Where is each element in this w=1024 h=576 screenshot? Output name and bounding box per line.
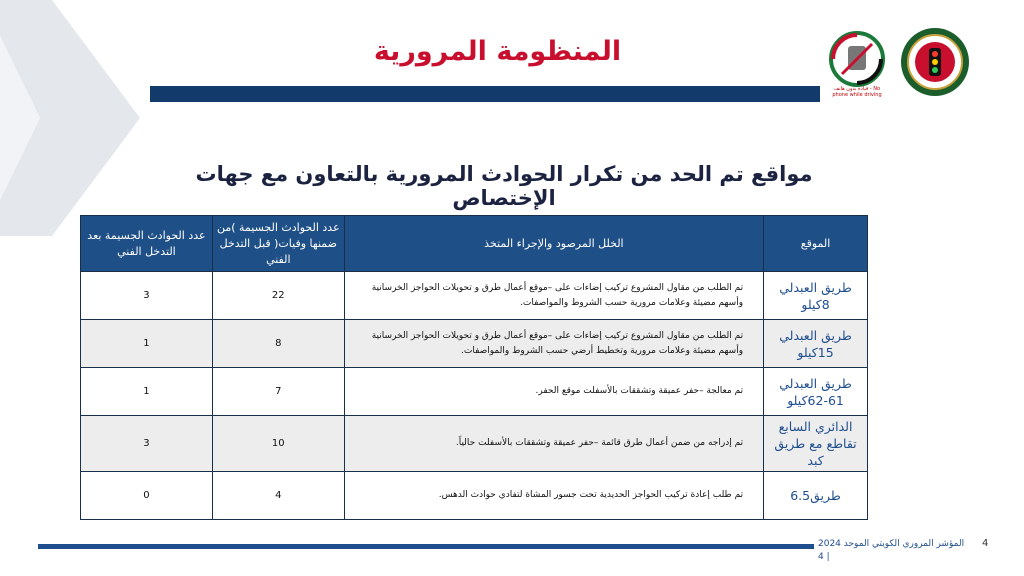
chevron-decoration [0,0,150,240]
table-row [81,272,868,320]
cell-location: طريق العبدلي 61-62كيلو [764,368,868,416]
table-row [81,416,868,472]
header-before: عدد الحوادث الجسيمة )من ضمنها وفيات( قبل التدخل الفني [212,216,344,272]
footer-text: المؤشر المروري الكويتي الموحد 2024 | 4 [818,539,965,562]
footer-bar [38,544,814,549]
header-action: الخلل المرصود والإجراء المتخذ [344,216,763,272]
table-row [81,368,868,416]
table-header-row [81,216,868,272]
cell-after: 1 [81,320,213,368]
table-row [81,472,868,520]
cell-before: 8 [212,320,344,368]
cell-before: 10 [212,416,344,472]
cell-before: 4 [212,472,344,520]
cell-location: طريق العبدلي 8كيلو [764,272,868,320]
accidents-table [80,215,868,520]
logo-caption: قيادة بدون هاتف - No phone while driving [832,86,882,98]
cell-location: طريق العبدلي 15كيلو [764,320,868,368]
cell-action: تم معالجة –حفر عميقة وتشققات بالأسفلت موقع الحفر. [344,368,763,416]
cell-location: طريق6.5 [764,472,868,520]
cell-action: تم الطلب من مقاول المشروع تركيب إضاءات على –موقع أعمال طرق و تحويلات الحواجز الخرسانية وأسهم مضيئة وعلامات مرورية حسب الشروط والمواصفات. [344,272,763,320]
header-location: الموقع [764,216,868,272]
cell-location: الدائري السابع تقاطع مع طريق كبد [764,416,868,472]
page-title: المنظومة المرورية [373,36,622,67]
cell-action: تم إدراجه من ضمن أعمال طرق قائمة –حفر عميقة وتشققات بالأسفلت حالياً. [344,416,763,472]
slide-subtitle: مواقع تم الحد من تكرار الحوادث المرورية بالتعاون مع جهات الإختصاص [195,162,813,210]
cell-after: 1 [81,368,213,416]
cell-after: 3 [81,272,213,320]
table-row [81,320,868,368]
traffic-department-emblem [899,26,971,98]
header-after: عدد الحوادث الجسيمة بعد التدخل الفني [81,216,213,272]
cell-before: 22 [212,272,344,320]
page-number: 4 [982,538,989,549]
cell-after: 0 [81,472,213,520]
title-underline-bar [150,86,820,102]
cell-after: 3 [81,416,213,472]
cell-action: تم الطلب من مقاول المشروع تركيب إضاءات على –موقع أعمال طرق و تحويلات الحواجز الخرسانية وأسهم مضيئة وعلامات مرورية وتخطيط أرضي حسب الشروط والمواصفات. [344,320,763,368]
cell-action: تم طلب إعادة تركيب الحواجز الحديدية تحت جسور المشاة لتفادي حوادث الدهس. [344,472,763,520]
cell-before: 7 [212,368,344,416]
